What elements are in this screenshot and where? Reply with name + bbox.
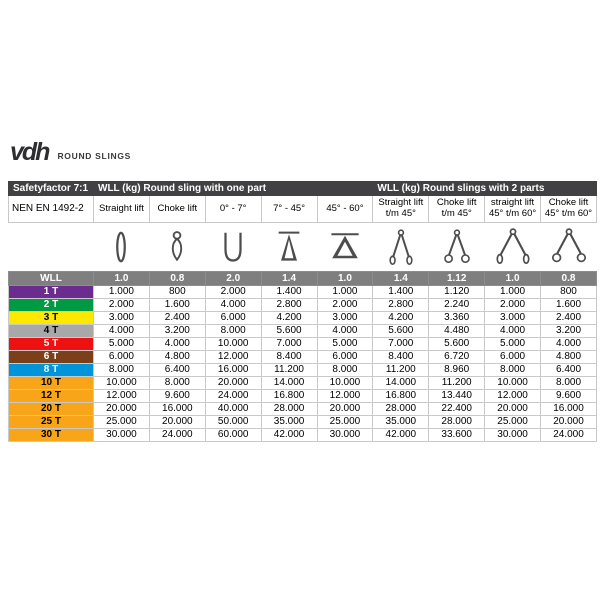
vdh-logo: vdh xyxy=(10,138,49,166)
value-cell: 25.000 xyxy=(317,416,373,429)
two-part-straight-45-icon xyxy=(373,223,429,272)
value-cell: 1.600 xyxy=(149,299,205,312)
value-cell: 800 xyxy=(541,286,597,299)
value-cell: 5.600 xyxy=(429,338,485,351)
value-cell: 22.400 xyxy=(429,403,485,416)
icon-row-spacer xyxy=(9,223,94,272)
straight-lift-icon xyxy=(94,223,150,272)
wll-rating-cell: 8 T xyxy=(9,364,94,377)
value-cell: 2.000 xyxy=(317,299,373,312)
value-cell: 20.000 xyxy=(317,403,373,416)
value-cell: 20.000 xyxy=(205,377,261,390)
factor-cell-6: 1.12 xyxy=(429,272,485,286)
column-header-7: straight lift 45° t/m 60° xyxy=(485,196,541,223)
value-cell: 3.360 xyxy=(429,312,485,325)
column-header-0: Straight lift xyxy=(94,196,150,223)
value-cell: 8.400 xyxy=(261,351,317,364)
value-cell: 24.000 xyxy=(541,429,597,442)
table-row xyxy=(9,403,597,416)
value-cell: 4.000 xyxy=(317,325,373,338)
value-cell: 11.200 xyxy=(373,364,429,377)
value-cell: 3.000 xyxy=(485,312,541,325)
table-row xyxy=(9,325,597,338)
brand-header xyxy=(10,140,131,165)
value-cell: 2.800 xyxy=(261,299,317,312)
one-part-title: WLL (kg) Round sling with one part xyxy=(94,182,373,196)
value-cell: 8.000 xyxy=(541,377,597,390)
value-cell: 25.000 xyxy=(94,416,150,429)
factor-cell-3: 1.4 xyxy=(261,272,317,286)
value-cell: 16.800 xyxy=(373,390,429,403)
value-cell: 60.000 xyxy=(205,429,261,442)
wll-rating-cell: 25 T xyxy=(9,416,94,429)
value-cell: 11.200 xyxy=(429,377,485,390)
value-cell: 50.000 xyxy=(205,416,261,429)
value-cell: 4.000 xyxy=(205,299,261,312)
value-cell: 35.000 xyxy=(261,416,317,429)
value-cell: 1.120 xyxy=(429,286,485,299)
value-cell: 6.720 xyxy=(429,351,485,364)
value-cell: 8.000 xyxy=(317,364,373,377)
value-cell: 8.000 xyxy=(94,364,150,377)
value-cell: 3.200 xyxy=(149,325,205,338)
basket-45-60-icon xyxy=(317,223,373,272)
value-cell: 16.000 xyxy=(541,403,597,416)
round-sling-table xyxy=(8,181,597,442)
value-cell: 4.000 xyxy=(149,338,205,351)
value-cell: 8.960 xyxy=(429,364,485,377)
value-cell: 4.800 xyxy=(541,351,597,364)
value-cell: 6.000 xyxy=(485,351,541,364)
column-header-6: Choke lift t/m 45° xyxy=(429,196,485,223)
value-cell: 4.200 xyxy=(373,312,429,325)
value-cell: 30.000 xyxy=(317,429,373,442)
safety-factor-label: Safetyfactor 7:1 xyxy=(9,182,94,196)
value-cell: 2.000 xyxy=(205,286,261,299)
value-cell: 4.000 xyxy=(541,338,597,351)
value-cell: 1.000 xyxy=(485,286,541,299)
wll-rating-cell: 12 T xyxy=(9,390,94,403)
value-cell: 8.000 xyxy=(485,364,541,377)
logo-subtitle: ROUND SLINGS xyxy=(57,150,132,161)
table-row xyxy=(9,351,597,364)
value-cell: 2.240 xyxy=(429,299,485,312)
value-cell: 2.400 xyxy=(149,312,205,325)
factor-row xyxy=(9,272,597,286)
column-header-3: 7° - 45° xyxy=(261,196,317,223)
value-cell: 2.000 xyxy=(94,299,150,312)
value-cell: 24.000 xyxy=(205,390,261,403)
value-cell: 20.000 xyxy=(149,416,205,429)
value-cell: 4.000 xyxy=(94,325,150,338)
value-cell: 13.440 xyxy=(429,390,485,403)
table-row xyxy=(9,416,597,429)
value-cell: 24.000 xyxy=(149,429,205,442)
value-cell: 8.400 xyxy=(373,351,429,364)
value-cell: 4.800 xyxy=(149,351,205,364)
value-cell: 7.000 xyxy=(261,338,317,351)
value-cell: 8.000 xyxy=(205,325,261,338)
wll-rating-cell: 20 T xyxy=(9,403,94,416)
title-bar-row xyxy=(9,182,597,196)
value-cell: 7.000 xyxy=(373,338,429,351)
value-cell: 1.000 xyxy=(94,286,150,299)
value-cell: 5.000 xyxy=(317,338,373,351)
factor-cell-0: 1.0 xyxy=(94,272,150,286)
wll-rating-cell: 30 T xyxy=(9,429,94,442)
value-cell: 6.000 xyxy=(205,312,261,325)
two-part-straight-60-icon xyxy=(485,223,541,272)
value-cell: 5.600 xyxy=(373,325,429,338)
value-cell: 12.000 xyxy=(485,390,541,403)
value-cell: 4.480 xyxy=(429,325,485,338)
choke-lift-icon xyxy=(149,223,205,272)
value-cell: 1.600 xyxy=(541,299,597,312)
value-cell: 3.200 xyxy=(541,325,597,338)
basket-7-45-icon xyxy=(261,223,317,272)
wll-rating-cell: 10 T xyxy=(9,377,94,390)
basket-0-7-icon xyxy=(205,223,261,272)
value-cell: 16.000 xyxy=(149,403,205,416)
wll-rating-cell: 1 T xyxy=(9,286,94,299)
value-cell: 11.200 xyxy=(261,364,317,377)
factor-cell-1: 0.8 xyxy=(149,272,205,286)
value-cell: 20.000 xyxy=(541,416,597,429)
value-cell: 6.400 xyxy=(541,364,597,377)
wll-rating-cell: 6 T xyxy=(9,351,94,364)
value-cell: 28.000 xyxy=(373,403,429,416)
value-cell: 20.000 xyxy=(485,403,541,416)
value-cell: 1.000 xyxy=(317,286,373,299)
value-cell: 12.000 xyxy=(317,390,373,403)
table-row xyxy=(9,338,597,351)
two-part-choke-45-icon xyxy=(429,223,485,272)
value-cell: 2.400 xyxy=(541,312,597,325)
table-row xyxy=(9,286,597,299)
value-cell: 28.000 xyxy=(261,403,317,416)
wll-column-label: WLL xyxy=(9,272,94,286)
wll-rating-cell: 3 T xyxy=(9,312,94,325)
value-cell: 9.600 xyxy=(541,390,597,403)
value-cell: 40.000 xyxy=(205,403,261,416)
wll-rating-cell: 5 T xyxy=(9,338,94,351)
value-cell: 2.000 xyxy=(485,299,541,312)
value-cell: 25.000 xyxy=(485,416,541,429)
value-cell: 16.800 xyxy=(261,390,317,403)
value-cell: 42.000 xyxy=(373,429,429,442)
value-cell: 10.000 xyxy=(94,377,150,390)
column-header-8: Choke lift 45° t/m 60° xyxy=(541,196,597,223)
factor-cell-8: 0.8 xyxy=(541,272,597,286)
value-cell: 5.000 xyxy=(485,338,541,351)
value-cell: 3.000 xyxy=(317,312,373,325)
factor-cell-2: 2.0 xyxy=(205,272,261,286)
value-cell: 28.000 xyxy=(429,416,485,429)
value-cell: 4.200 xyxy=(261,312,317,325)
column-header-4: 45° - 60° xyxy=(317,196,373,223)
value-cell: 14.000 xyxy=(261,377,317,390)
value-cell: 30.000 xyxy=(94,429,150,442)
value-cell: 30.000 xyxy=(485,429,541,442)
value-cell: 9.600 xyxy=(149,390,205,403)
pictogram-row xyxy=(9,223,597,272)
wll-rating-cell: 2 T xyxy=(9,299,94,312)
table-row xyxy=(9,364,597,377)
value-cell: 10.000 xyxy=(205,338,261,351)
value-cell: 35.000 xyxy=(373,416,429,429)
table-row xyxy=(9,312,597,325)
value-cell: 6.000 xyxy=(94,351,150,364)
value-cell: 800 xyxy=(149,286,205,299)
value-cell: 16.000 xyxy=(205,364,261,377)
column-header-1: Choke lift xyxy=(149,196,205,223)
norm-label: NEN EN 1492-2 xyxy=(9,196,94,223)
column-header-2: 0° - 7° xyxy=(205,196,261,223)
value-cell: 3.000 xyxy=(94,312,150,325)
column-header-row xyxy=(9,196,597,223)
factor-cell-5: 1.4 xyxy=(373,272,429,286)
value-cell: 10.000 xyxy=(317,377,373,390)
value-cell: 5.600 xyxy=(261,325,317,338)
wll-rating-cell: 4 T xyxy=(9,325,94,338)
value-cell: 20.000 xyxy=(94,403,150,416)
value-cell: 10.000 xyxy=(485,377,541,390)
table-row xyxy=(9,299,597,312)
value-cell: 14.000 xyxy=(373,377,429,390)
table-row xyxy=(9,429,597,442)
table-row xyxy=(9,377,597,390)
value-cell: 1.400 xyxy=(261,286,317,299)
table-row xyxy=(9,390,597,403)
two-part-choke-60-icon xyxy=(541,223,597,272)
factor-cell-4: 1.0 xyxy=(317,272,373,286)
value-cell: 4.000 xyxy=(485,325,541,338)
value-cell: 5.000 xyxy=(94,338,150,351)
value-cell: 42.000 xyxy=(261,429,317,442)
value-cell: 12.000 xyxy=(205,351,261,364)
value-cell: 33.600 xyxy=(429,429,485,442)
factor-cell-7: 1.0 xyxy=(485,272,541,286)
column-header-5: Straight lift t/m 45° xyxy=(373,196,429,223)
value-cell: 6.000 xyxy=(317,351,373,364)
value-cell: 2.800 xyxy=(373,299,429,312)
value-cell: 6.400 xyxy=(149,364,205,377)
value-cell: 12.000 xyxy=(94,390,150,403)
value-cell: 8.000 xyxy=(149,377,205,390)
two-parts-title: WLL (kg) Round slings with 2 parts xyxy=(373,182,597,196)
value-cell: 1.400 xyxy=(373,286,429,299)
